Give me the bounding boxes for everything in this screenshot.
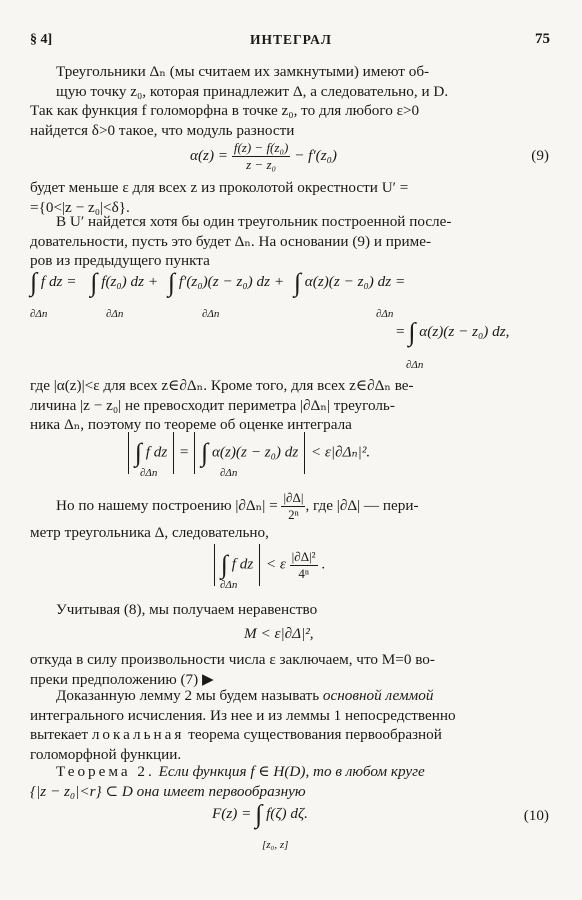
eq9-fraction [232, 140, 290, 173]
text-fragment: Доказанную лемму 2 мы будем называть [56, 687, 323, 704]
text-line [30, 725, 548, 745]
eq10-lhs: F(z) = [212, 805, 252, 822]
eq-term: < ε [265, 555, 286, 573]
integral-sign: ∫ [90, 267, 98, 297]
eq-term: α(z)(z − z₀) dz, [419, 323, 510, 340]
integral-contour-label [376, 305, 393, 325]
contour-symbol: ∂Δ [106, 308, 118, 320]
text-fragment: Но по нашему построению |∂Δₙ| = [56, 496, 278, 514]
eq-term: < ε|∂Δₙ|². [310, 443, 371, 461]
text-fragment: теорема существования первообразной [184, 726, 442, 744]
text-line: откуда в силу произвольности числа ε заключаем, что M=0 во- [30, 651, 435, 668]
theorem-text: Если функция f ∈ H(D), то в любом круге [154, 763, 425, 780]
abs-bar [194, 432, 195, 474]
eq-term: f′(z₀)(z − z₀) dz + [178, 273, 285, 290]
running-title: ИНТЕГРАЛ [250, 32, 332, 47]
abs-bar [304, 432, 305, 474]
theorem-text: {|z − z₀|<r} ⊂ D она имеет первообразную [30, 782, 306, 800]
contour-symbol: ∂Δ [202, 308, 214, 320]
integral-sign: ∫ [134, 438, 142, 468]
contour-index: n [213, 308, 220, 320]
integral-sign: ∫ [220, 550, 228, 580]
text-line: найдется δ>0 такое, что модуль разности [30, 121, 295, 139]
theorem-2 [30, 762, 548, 801]
integral-contour-label [220, 576, 237, 596]
text-line: ={0<|z − z₀|<δ}. [30, 198, 130, 216]
integral-sign: ∫ [201, 438, 209, 468]
contour-index: n [231, 579, 238, 591]
eq-term: α(z)(z − z₀) dz [211, 443, 299, 461]
integral-contour-label [220, 464, 237, 484]
equation-10 [212, 799, 308, 829]
abs-bar [214, 544, 215, 586]
text-line [30, 490, 548, 523]
paragraph-1 [30, 62, 548, 140]
abs-bar [173, 432, 174, 474]
paragraph-5 [30, 490, 548, 543]
equals-sign: = [396, 323, 405, 340]
estimate-fraction [290, 549, 318, 582]
paragraph-8 [30, 686, 548, 764]
integral-contour-label [106, 305, 123, 325]
fraction-numerator: |∂Δ|² [291, 548, 316, 564]
contour-index: n [117, 308, 124, 320]
theorem-label: Теорема 2. [56, 763, 155, 780]
integral-contour-label [30, 305, 47, 325]
text-fragment: , где |∂Δ| — пери- [305, 496, 419, 514]
integral-equation-line-1 [30, 267, 406, 297]
eq9-rhs: − f′(z₀) [294, 146, 337, 164]
text-line: В U′ найдется хотя бы один треугольник построенной после- [56, 213, 452, 230]
paragraph-3 [30, 212, 548, 271]
eq-term: f dz [231, 555, 254, 573]
text-line [30, 782, 548, 802]
text-line: где |α(z)|<ε для всех z∈∂Δₙ. Кроме того, для всех z∈∂Δₙ ве- [30, 377, 414, 394]
text-line [30, 762, 548, 782]
integral-equation-line-2 [396, 317, 510, 347]
text-line: довательности, пусть это будет Δₙ. На основании (9) и приме- [30, 232, 432, 250]
text-line: метр треугольника Δ, следовательно, [30, 524, 269, 541]
eq-term: f(z₀) dz + [101, 273, 159, 290]
equation-number-9: (9) [531, 147, 549, 164]
paragraph-4 [30, 376, 548, 435]
text-line: Треугольники Δₙ (мы считаем их замкнутыми) имеют об- [56, 63, 430, 80]
integral-sign: ∫ [30, 267, 38, 297]
text-line: будет меньше ε для всех z из проколотой окрестности U′ = [30, 179, 409, 196]
eq-term: α(z)(z − z₀) dz = [304, 273, 406, 290]
integral-contour-label [140, 464, 157, 484]
contour-symbol: ∂Δ [140, 467, 152, 479]
integral-sign: ∫ [167, 267, 176, 297]
eq-term: f dz [145, 443, 168, 461]
contour-index: n [387, 308, 394, 320]
spaced-term: локальная [91, 726, 185, 744]
page-header [30, 30, 552, 52]
text-line: интегрального исчисления. Из нее и из леммы 1 непосредственно [30, 706, 456, 724]
text-line [30, 686, 548, 706]
period: . [321, 555, 326, 573]
integral-sign: ∫ [293, 267, 301, 297]
integral-contour-label [202, 305, 219, 325]
fraction-numerator: |∂Δ| [283, 490, 304, 505]
eq9-numerator: f(z) − f(z₀) [233, 140, 289, 155]
integral-sign: ∫ [255, 799, 263, 829]
section-mark: § 4] [30, 32, 53, 47]
text-line: щую точку z₀, которая принадлежит Δ, а следовательно, и D. [56, 82, 449, 100]
eq9-denominator: z − z₀ [246, 157, 277, 172]
contour-symbol: ∂Δ [406, 359, 418, 371]
eq9-lhs: α(z) = [190, 146, 229, 164]
paragraph-7 [30, 650, 548, 689]
text-line: голоморфной функции. [30, 745, 182, 763]
equation-9 [190, 140, 337, 173]
eq10-rhs: f(ζ) dζ. [266, 805, 308, 822]
estimate-equation [126, 432, 370, 474]
abs-bar [259, 544, 260, 586]
paragraph-6 [30, 600, 548, 620]
contour-index: n [231, 467, 238, 479]
eq-term: f dz = [40, 273, 77, 290]
equation-number-10: (10) [523, 807, 549, 824]
perimeter-fraction [281, 490, 305, 523]
contour-symbol: ∂Δ [220, 579, 232, 591]
text-line: личина |z − z₀| не превосходит периметра |∂Δₙ| треуголь- [30, 396, 395, 414]
contour-symbol: ∂Δ [30, 308, 42, 320]
integral-sign: ∫ [408, 317, 416, 347]
emphasis-term: основной леммой [322, 687, 434, 704]
contour-index: n [417, 359, 424, 371]
text-line: ника Δₙ, поэтому по теореме об оценке интеграла [30, 416, 352, 434]
abs-bar [128, 432, 129, 474]
text-line: ров из предыдущего пункта [30, 252, 210, 270]
equals-sign: = [179, 443, 189, 461]
text-fragment: вытекает [30, 726, 92, 744]
text-line: преки предположению (7) ▶ [30, 670, 214, 688]
contour-index: n [151, 467, 158, 479]
fraction-denominator: 4ⁿ [298, 565, 309, 581]
integral-path-label: [z₀, z] [262, 839, 289, 851]
text-line: Учитывая (8), мы получаем неравенство [56, 601, 318, 618]
page-number: 75 [535, 31, 550, 47]
inequality-M: M < ε|∂Δ|², [244, 625, 314, 642]
fraction-denominator: 2ⁿ [288, 507, 299, 522]
contour-symbol: ∂Δ [220, 467, 232, 479]
contour-symbol: ∂Δ [376, 308, 388, 320]
integral-contour-label [406, 356, 423, 376]
contour-index: n [41, 308, 48, 320]
text-line: Так как функция f голоморфна в точке z₀, то для любого ε>0 [30, 102, 420, 120]
